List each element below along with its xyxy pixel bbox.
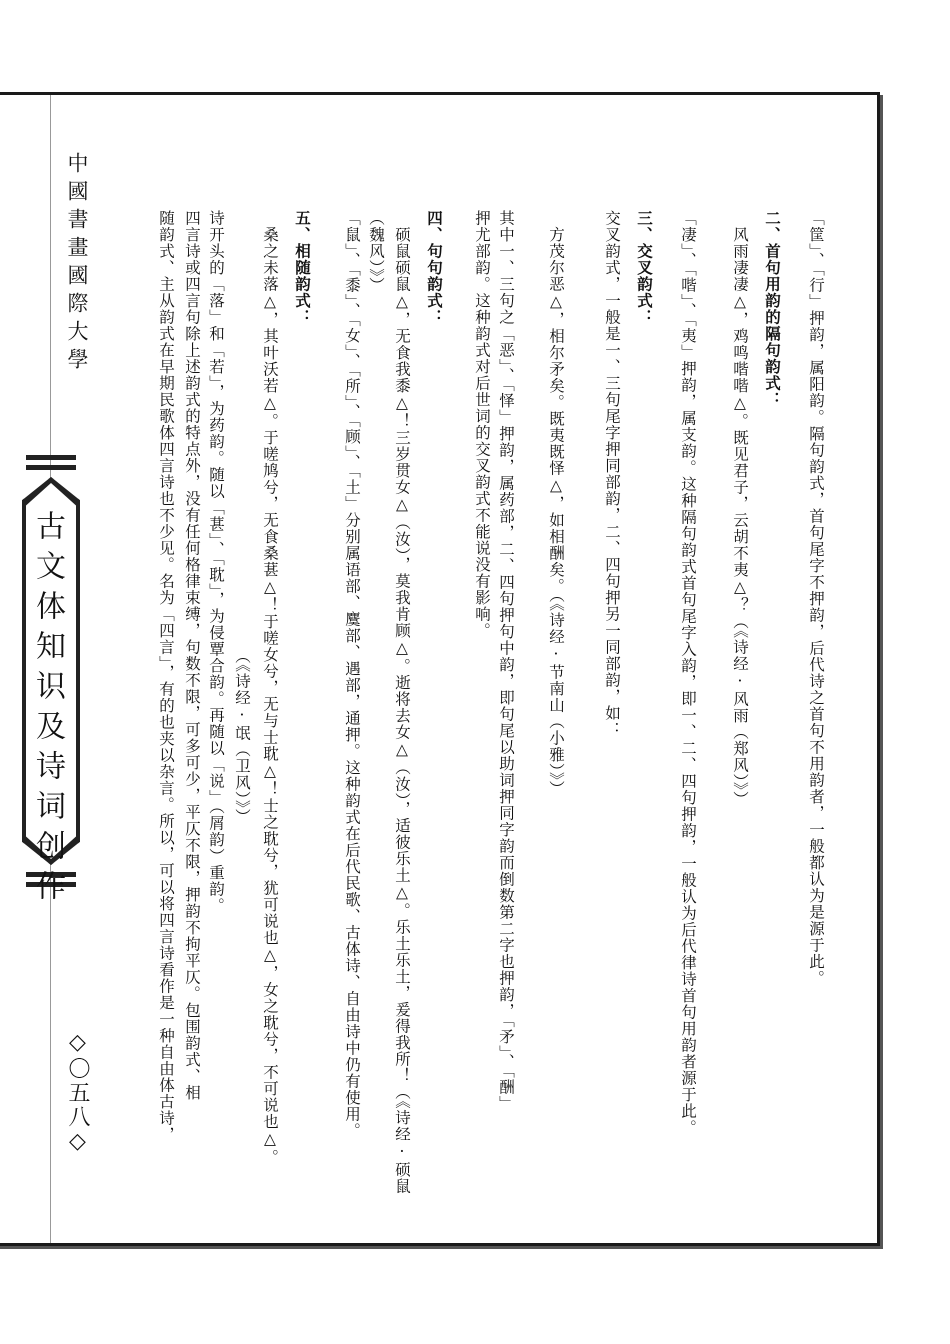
poem-quote: 桑之未落△，其叶沃若△。于嗟鸠兮，无食桑葚△！于嗟女兮，无与士耽△！士之耽兮，犹可说也△，女之耽兮，不可说也△。 — [261, 210, 279, 1166]
ornament-bar — [26, 465, 76, 470]
text-column: 其中一、三句之「恶」、「怿」押韵，属药部，二、四句押句中韵，即句尾以助词押同字韵而倒数第二字也押韵，「矛」、「酬」 — [497, 210, 515, 1112]
text-column: 四言诗或四言句除上述韵式的特点外，没有任何格律束缚，句数不限，可多可少，平仄不限，押韵不拘平仄。包围韵式、相 — [183, 210, 201, 1101]
poem-quote: 硕鼠硕鼠△，无食我黍△！三岁贯女△（汝），莫我肯顾△。逝将去女△（汝），适彼乐土△。乐土乐土，爰得我所！（《诗经·硕鼠 — [393, 210, 411, 1195]
poem-quote: 方茂尔恶△，相尔矛矣。既夷既怿△，如相酬矣。（《诗经·节南山（小雅）》） — [547, 210, 565, 797]
section-heading: 二、首句用韵的隔句韵式： — [763, 210, 782, 408]
ornament-bar — [26, 455, 76, 460]
citation: （《诗经·氓（卫风）》） — [233, 210, 251, 825]
book-title: 古文体知识及诗词创作 — [30, 510, 65, 910]
text-column: 「凄」、「喈」、「夷」押韵，属支韵。这种隔句韵式首句尾字入韵，即一、二、四句押韵，一般认为后代律诗首句用韵者源于此。 — [679, 210, 697, 1136]
text-column: 随韵式、主从韵式在早期民歌体四言诗也不少见。名为「四言」，有的也夹以杂言。所以，可以将四言诗看作是一种自由体古诗， — [157, 210, 175, 1143]
text-column: 押尤部韵。这种韵式对后世词的交叉韵式不能说没有影响。 — [473, 210, 491, 639]
section-heading: 五、相随韵式： — [293, 210, 312, 326]
school-name: 中國書畫國際大學 — [65, 152, 89, 376]
page-number: ◇〇五八◇ — [65, 1030, 90, 1156]
text-column: 「筐」、「行」押韵，属阳韵。隔句韵式，首句尾字不押韵，后代诗之首句不用韵者，一般都认为是源于此。 — [807, 210, 825, 987]
section-heading: 三、交叉韵式： — [635, 210, 654, 326]
section-heading: 四、句句韵式： — [425, 210, 444, 326]
poem-quote: 风雨凄凄△，鸡鸣喈喈△。既见君子，云胡不夷△？（《诗经·风雨（郑风）》） — [731, 210, 749, 808]
text-column: 「鼠」、「黍」、「女」、「所」、「顾」、「土」分别属语部、麌部、遇部，通押。这种韵式在后代民歌、古体诗、自由诗中仍有使用。 — [343, 210, 361, 1139]
text-column: 诗开头的「落」和「若」，为药韵。随以「葚」、「耽」，为侵覃合韵。再随以「说」（屑韵）重韵。 — [207, 210, 225, 914]
text-column: （魏风）》） — [367, 210, 385, 294]
text-column: 交叉韵式，一般是一、三句尾字押同部韵，二、四句押另一同部韵，如： — [603, 210, 621, 738]
